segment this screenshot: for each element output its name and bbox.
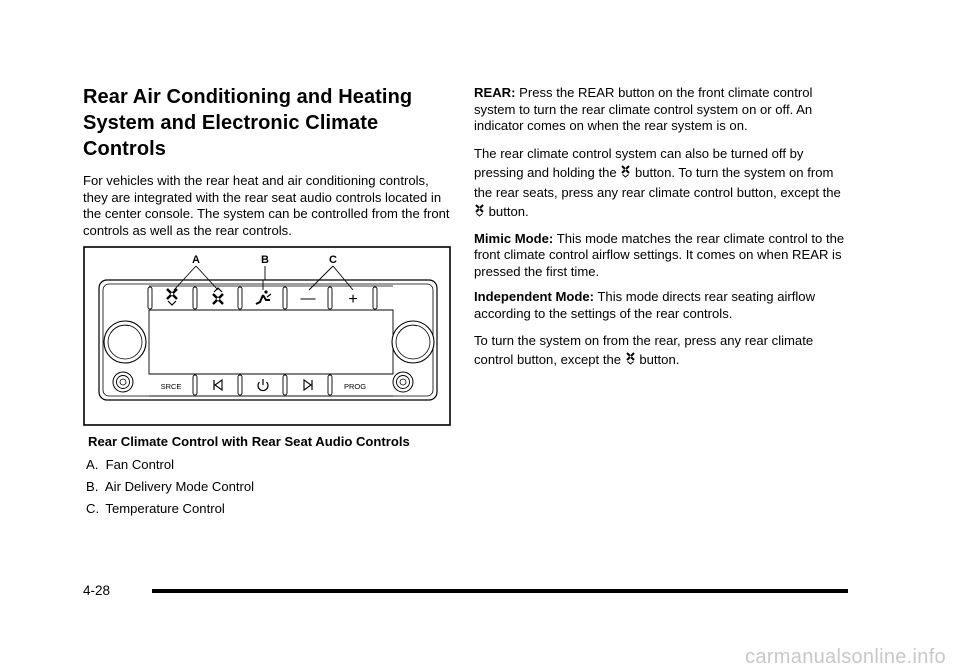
rear-climate-control-figure bbox=[83, 246, 451, 426]
legend-text: Fan Control bbox=[105, 457, 175, 472]
watermark: carmanualsonline.info bbox=[745, 646, 946, 668]
rear-text: Press the REAR button on the front climate control system to turn the rear climate control system on or off. An indicator comes on when the rear system is on. bbox=[474, 85, 813, 133]
mimic-mode-paragraph bbox=[474, 231, 854, 281]
legend-letter: C. bbox=[86, 501, 100, 516]
independent-mode-paragraph bbox=[474, 289, 854, 322]
turn-on-paragraph: To turn the system on from the rear, press any rear climate control button, except the button. bbox=[474, 331, 854, 370]
mimic-term: Mimic Mode: bbox=[474, 230, 554, 246]
temp-plus-label: + bbox=[348, 291, 358, 308]
svg-text:A: A bbox=[192, 254, 200, 266]
footer-rule bbox=[152, 589, 848, 593]
legend-text: Temperature Control bbox=[105, 501, 225, 516]
prog-button-label: PROG bbox=[343, 382, 367, 391]
section-title: Rear Air Conditioning and Heating System and Electronic Climate Controls bbox=[83, 86, 413, 160]
legend-text: Air Delivery Mode Control bbox=[104, 479, 255, 494]
right-headphone-jack bbox=[393, 372, 413, 392]
turned-off-paragraph: The rear climate control system can also be turned off by pressing and holding the button. To turn the system on from the rear seats, press any rear climate control button, except the button. bbox=[474, 144, 854, 222]
source-button-label: SRCE bbox=[160, 382, 182, 391]
legend-letter: B. bbox=[86, 479, 99, 494]
fan-icon bbox=[626, 351, 635, 370]
independent-text: This mode directs rear seating airflow according to the settings of the rear controls. bbox=[474, 289, 816, 321]
right-tune-knob bbox=[392, 321, 434, 363]
svg-text:B: B bbox=[261, 254, 269, 266]
temp-minus-label: — bbox=[300, 290, 316, 307]
legend-item-b bbox=[86, 479, 254, 495]
figure-legend bbox=[86, 457, 254, 523]
left-column bbox=[83, 84, 455, 239]
figure-caption: Rear Climate Control with Rear Seat Audio Controls bbox=[88, 434, 410, 449]
left-headphone-jack bbox=[113, 372, 133, 392]
control-panel-illustration bbox=[83, 246, 451, 426]
intro-paragraph: For vehicles with the rear heat and air conditioning controls, they are integrated with the rear seat audio controls located in the center console. The system can be controlled from the front controls as well as the rear controls. bbox=[83, 173, 450, 238]
fan-icon bbox=[621, 164, 630, 183]
fan-icon bbox=[475, 203, 484, 222]
legend-letter: A. bbox=[86, 457, 99, 472]
rear-paragraph bbox=[474, 85, 854, 135]
page-number: 4-28 bbox=[83, 583, 111, 598]
right-column bbox=[474, 85, 854, 379]
left-volume-knob bbox=[104, 321, 146, 363]
rear-term: REAR: bbox=[474, 85, 516, 100]
display-area bbox=[149, 310, 393, 374]
svg-text:C: C bbox=[329, 254, 337, 266]
mimic-text: This mode matches the rear climate control to the front climate control airflow settings. It comes on when REAR is pressed the first time. bbox=[474, 230, 845, 279]
legend-item-a bbox=[86, 457, 254, 473]
legend-item-c bbox=[86, 501, 254, 517]
independent-term: Independent Mode: bbox=[474, 289, 595, 304]
